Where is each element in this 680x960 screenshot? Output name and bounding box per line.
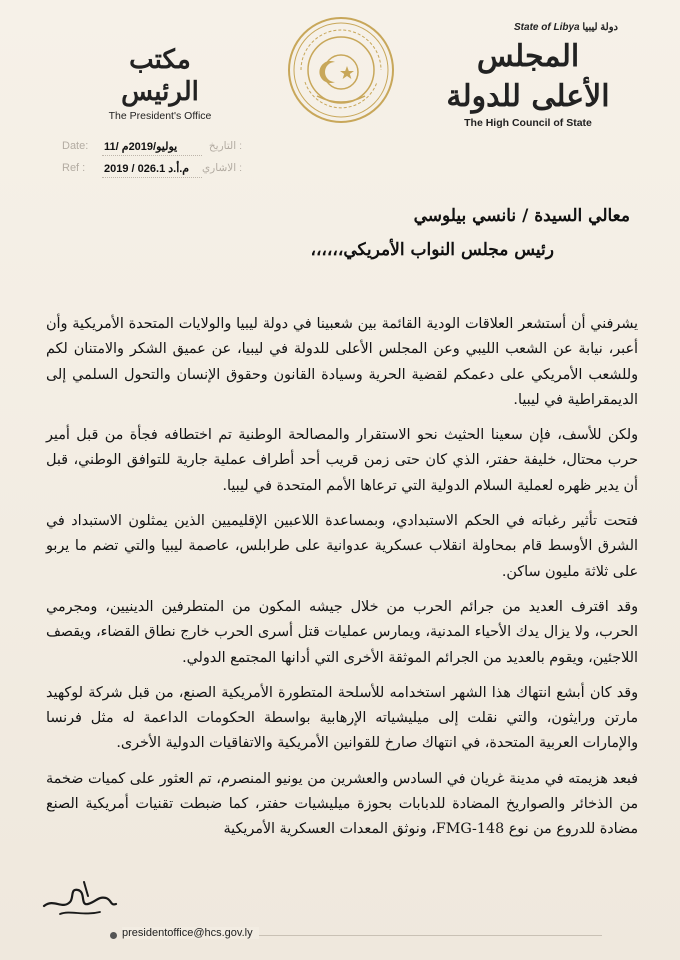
footer-email: presidentoffice@hcs.gov.ly: [122, 927, 259, 939]
presidents-office-english: The President's Office: [108, 110, 212, 122]
state-of-libya-english: State of Libya: [514, 22, 580, 33]
date-ref-block: [62, 138, 242, 182]
date-label-arabic: التاريخ :: [208, 140, 242, 152]
date-dotted-line: [102, 155, 202, 156]
high-council-header: [438, 22, 618, 129]
ref-value: م.أ.د 026.1 / 2019: [104, 163, 190, 175]
ref-dotted-line: [102, 177, 202, 178]
letter-body: [46, 312, 638, 853]
body-paragraph: يشرفني أن أستشعر العلاقات الودية القائمة بين شعبينا في دولة ليبيا والولايات المتحدة الأمريكية وأن أعبر، نيابة عن الشعب الليبي وعن المجلس الأعلى للدولة في ليبيا، عن عميق الشكر والامتنان لكم وللشعب الأمريكي على دعمكم لقضية الحرية وسيادة القانون وحقوق الإنسان والتحول السلمي إلى الديمقراطية في ليبيا.: [46, 316, 638, 408]
body-paragraph: وقد اقترف العديد من جرائم الحرب من خلال جيشه المكون من المتطرفين الدينيين، ومجرمي الحرب، ولا يزال يدك الأحياء المدنية، ويمارس عمليات قتل أسرى الحرب خارج نطاق القضاء، ويقصف اللاجئين، ويقوم بالعديد من الجرائم الموثقة الأخرى التي أدانها المجتمع الدولي.: [46, 598, 638, 666]
date-row: [62, 138, 242, 160]
presidents-office-arabic: مكتب الرئيس: [121, 45, 199, 107]
addressee-title: رئيس مجلس النواب الأمريكي،،،،،،: [310, 240, 554, 260]
ref-label: Ref :: [62, 162, 86, 174]
high-council-arabic: المجلس الأعلى للدولة: [446, 39, 610, 114]
date-value: 11/ يوليو/2019م: [104, 141, 178, 153]
addressee-block: [70, 206, 630, 260]
body-paragraph: فتحت تأثير رغباته في الحكم الاستبدادي، وبمساعدة اللاعبين الإقليميين الذين يمثلون الاستبداد في الشرق الأوسط قام بمحاولة انقلاب عسكرية عدوانية على طرابلس، عاصمة ليبيا والتي تضم ما يربو على ثلاثة مليون ساكن.: [46, 513, 638, 580]
date-label: Date:: [62, 140, 89, 152]
ref-row: [62, 160, 242, 182]
footer: [42, 922, 602, 948]
high-council-english: The High Council of State: [464, 117, 592, 129]
ref-label-arabic: الاشاري :: [201, 162, 242, 174]
body-paragraph: فبعد هزيمته في مدينة غريان في السادس والعشرين من يونيو المنصرم، تم العثور على كميات ضخمة من الذخائر والصواريخ المضادة للدبابات بحوزة ميليشيات حفتر، كما ضبطت تقنيات أمريكية الصنع مضادة للدروع من نوع FMG-148، ونوثق المعدات العسكرية الأمريكية: [46, 770, 638, 838]
email-bullet-icon: [110, 932, 117, 939]
state-of-libya-arabic: دولة ليبيا: [582, 22, 618, 33]
body-paragraph: ولكن للأسف، فإن سعينا الحثيث نحو الاستقرار والمصالحة الوطنية تم اختطافه فجأة من قبل أمير حرب محتال، خليفة حفتر، الذي كان حتى زمن قريب أحد أطراف عملية جارية للتوافق الوطني، قبل أن يدير ظهره لعملية السلام الدولية التي ترعاها الأمم المتحدة في ليبيا.: [46, 427, 638, 494]
state-of-libya-line: [438, 22, 618, 33]
state-seal-icon: [287, 16, 395, 124]
presidents-office-header: [95, 44, 225, 122]
addressee-name: معالي السيدة / نانسي بيلوسي: [413, 206, 630, 226]
body-paragraph: وقد كان أبشع انتهاك هذا الشهر استخدامه للأسلحة المتطورة الأمريكية الصنع، من قبل شركة لوكهيد مارتن ورايثون، والتي نقلت إلى ميليشياته الإرهابية بواسطة الحكومات الداعمة له مثل فرنسا والإمارات العربية المتحدة، في انتهاك صارخ للقوانين الأمريكية والاتفاقيات الدولية الأخرى.: [46, 684, 638, 752]
handwritten-signature: [40, 876, 120, 922]
